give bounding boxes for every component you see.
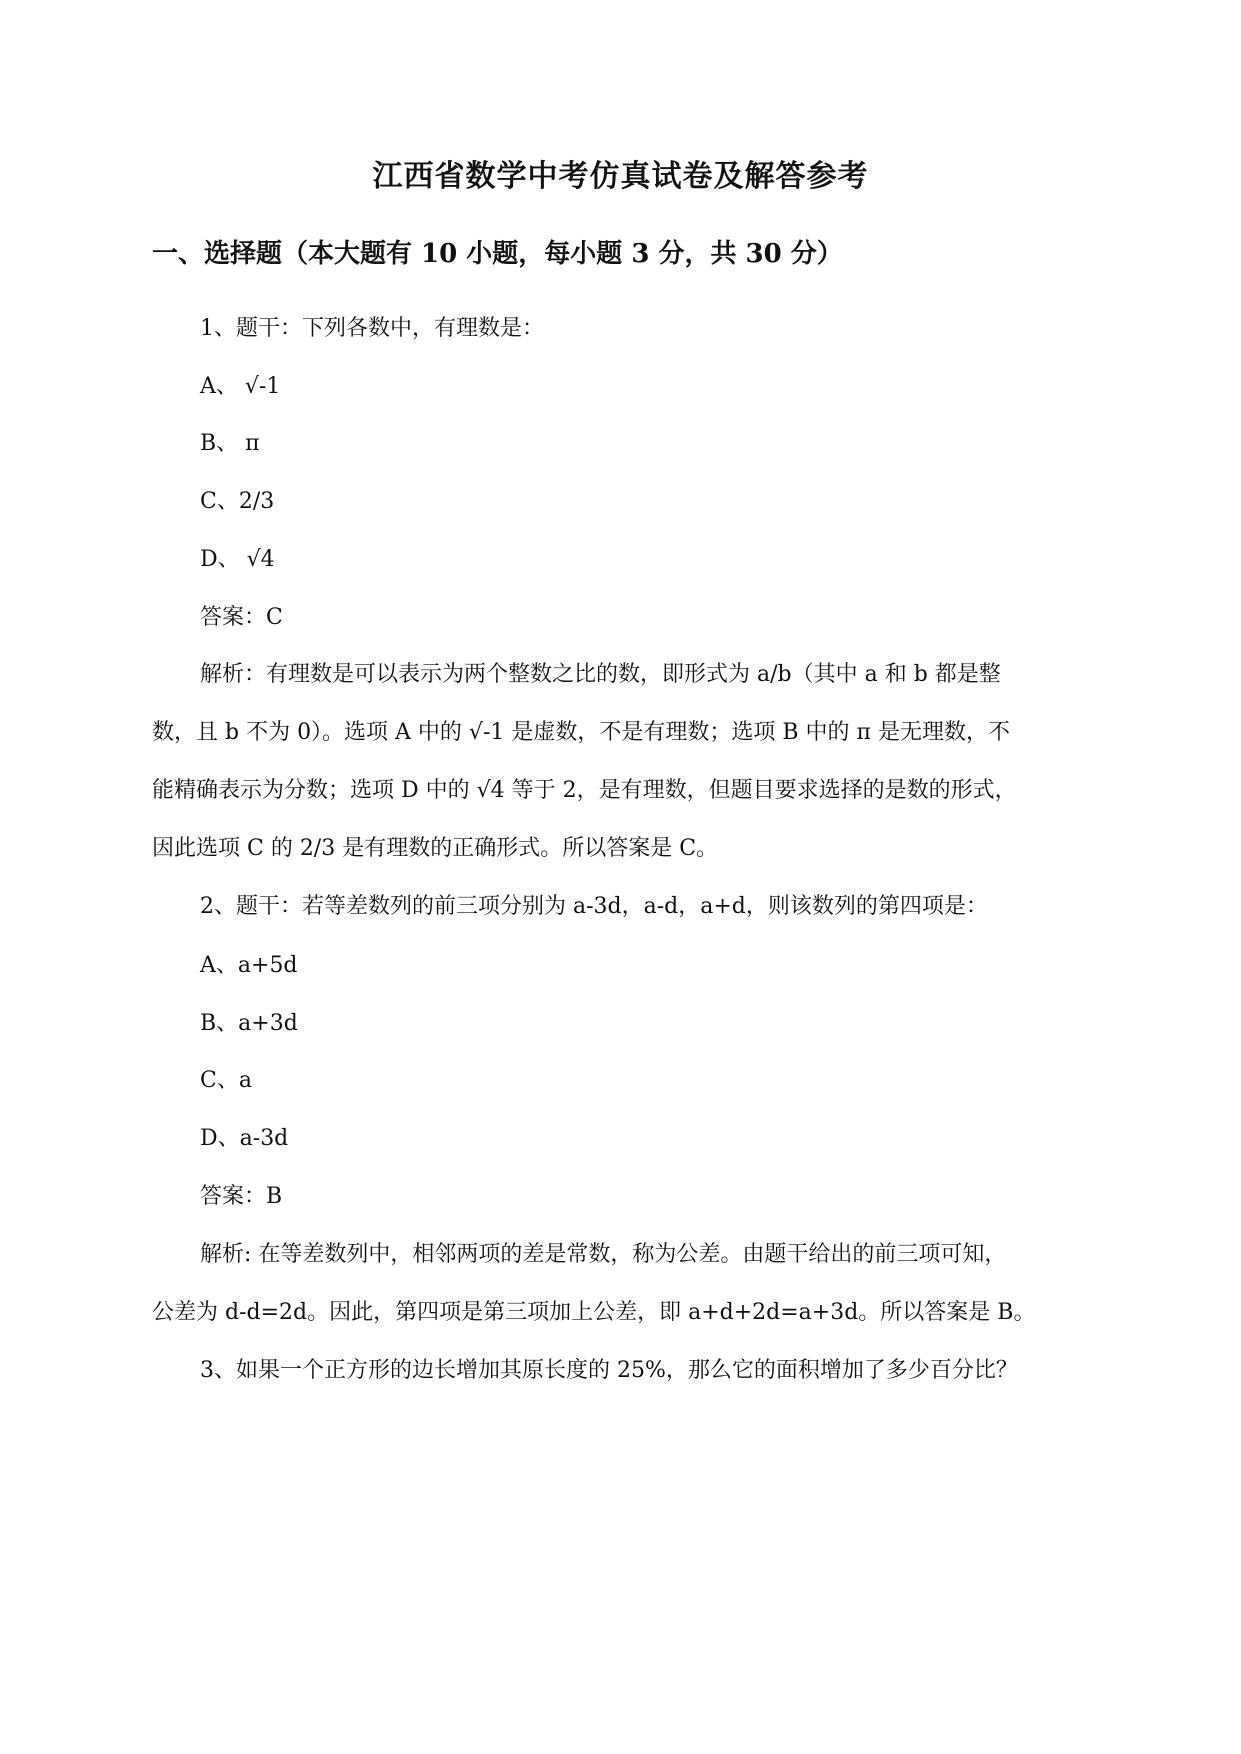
question-1-analysis-line: 因此选项 C 的 2/3 是有理数的正确形式。所以答案是 C。 — [152, 836, 719, 861]
question-1-answer: 答案：C — [200, 605, 283, 630]
document-title: 江西省数学中考仿真试卷及解答参考 — [372, 159, 869, 194]
question-2-option-c: C、a — [200, 1068, 252, 1093]
question-2-analysis-line: 解析: 在等差数列中，相邻两项的差是常数，称为公差。由题干给出的前三项可知， — [200, 1242, 1007, 1267]
question-1-analysis-line: 解析：有理数是可以表示为两个整数之比的数，即形式为 a/b（其中 a 和 b 都是整 — [200, 662, 1001, 687]
question-1-option-b: B、 π — [200, 431, 260, 456]
question-2-option-a: A、a+5d — [200, 953, 298, 978]
question-2-stem: 2、题干：若等差数列的前三项分别为 a-3d，a-d，a+d，则该数列的第四项是： — [200, 894, 988, 919]
question-2-option-d: D、a-3d — [200, 1126, 289, 1151]
question-1-option-c: C、2/3 — [200, 489, 275, 514]
question-1-analysis-line: 数，且 b 不为 0）。选项 A 中的 √-1 是虚数，不是有理数；选项 B 中的 π 是无理数，不 — [152, 720, 1010, 745]
question-1-option-a: A、 √-1 — [200, 374, 281, 399]
question-3-stem: 3、如果一个正方形的边长增加其原长度的 25%，那么它的面积增加了多少百分比？ — [200, 1358, 1018, 1383]
question-1-option-d: D、 √4 — [200, 547, 275, 572]
question-2-analysis-line: 公差为 d-d=2d。因此，第四项是第三项加上公差，即 a+d+2d=a+3d。所以答案是 B。 — [152, 1300, 1036, 1325]
question-1-stem: 1、题干：下列各数中，有理数是： — [200, 316, 544, 341]
section-heading: 一、选择题（本大题有 10 小题，每小题 3 分，共 30 分） — [152, 239, 843, 269]
question-2-option-b: B、a+3d — [200, 1011, 298, 1036]
question-1-analysis-line: 能精确表示为分数；选项 D 中的 √4 等于 2，是有理数，但题目要求选择的是数的形式， — [152, 778, 1017, 803]
question-2-answer: 答案：B — [200, 1184, 283, 1209]
